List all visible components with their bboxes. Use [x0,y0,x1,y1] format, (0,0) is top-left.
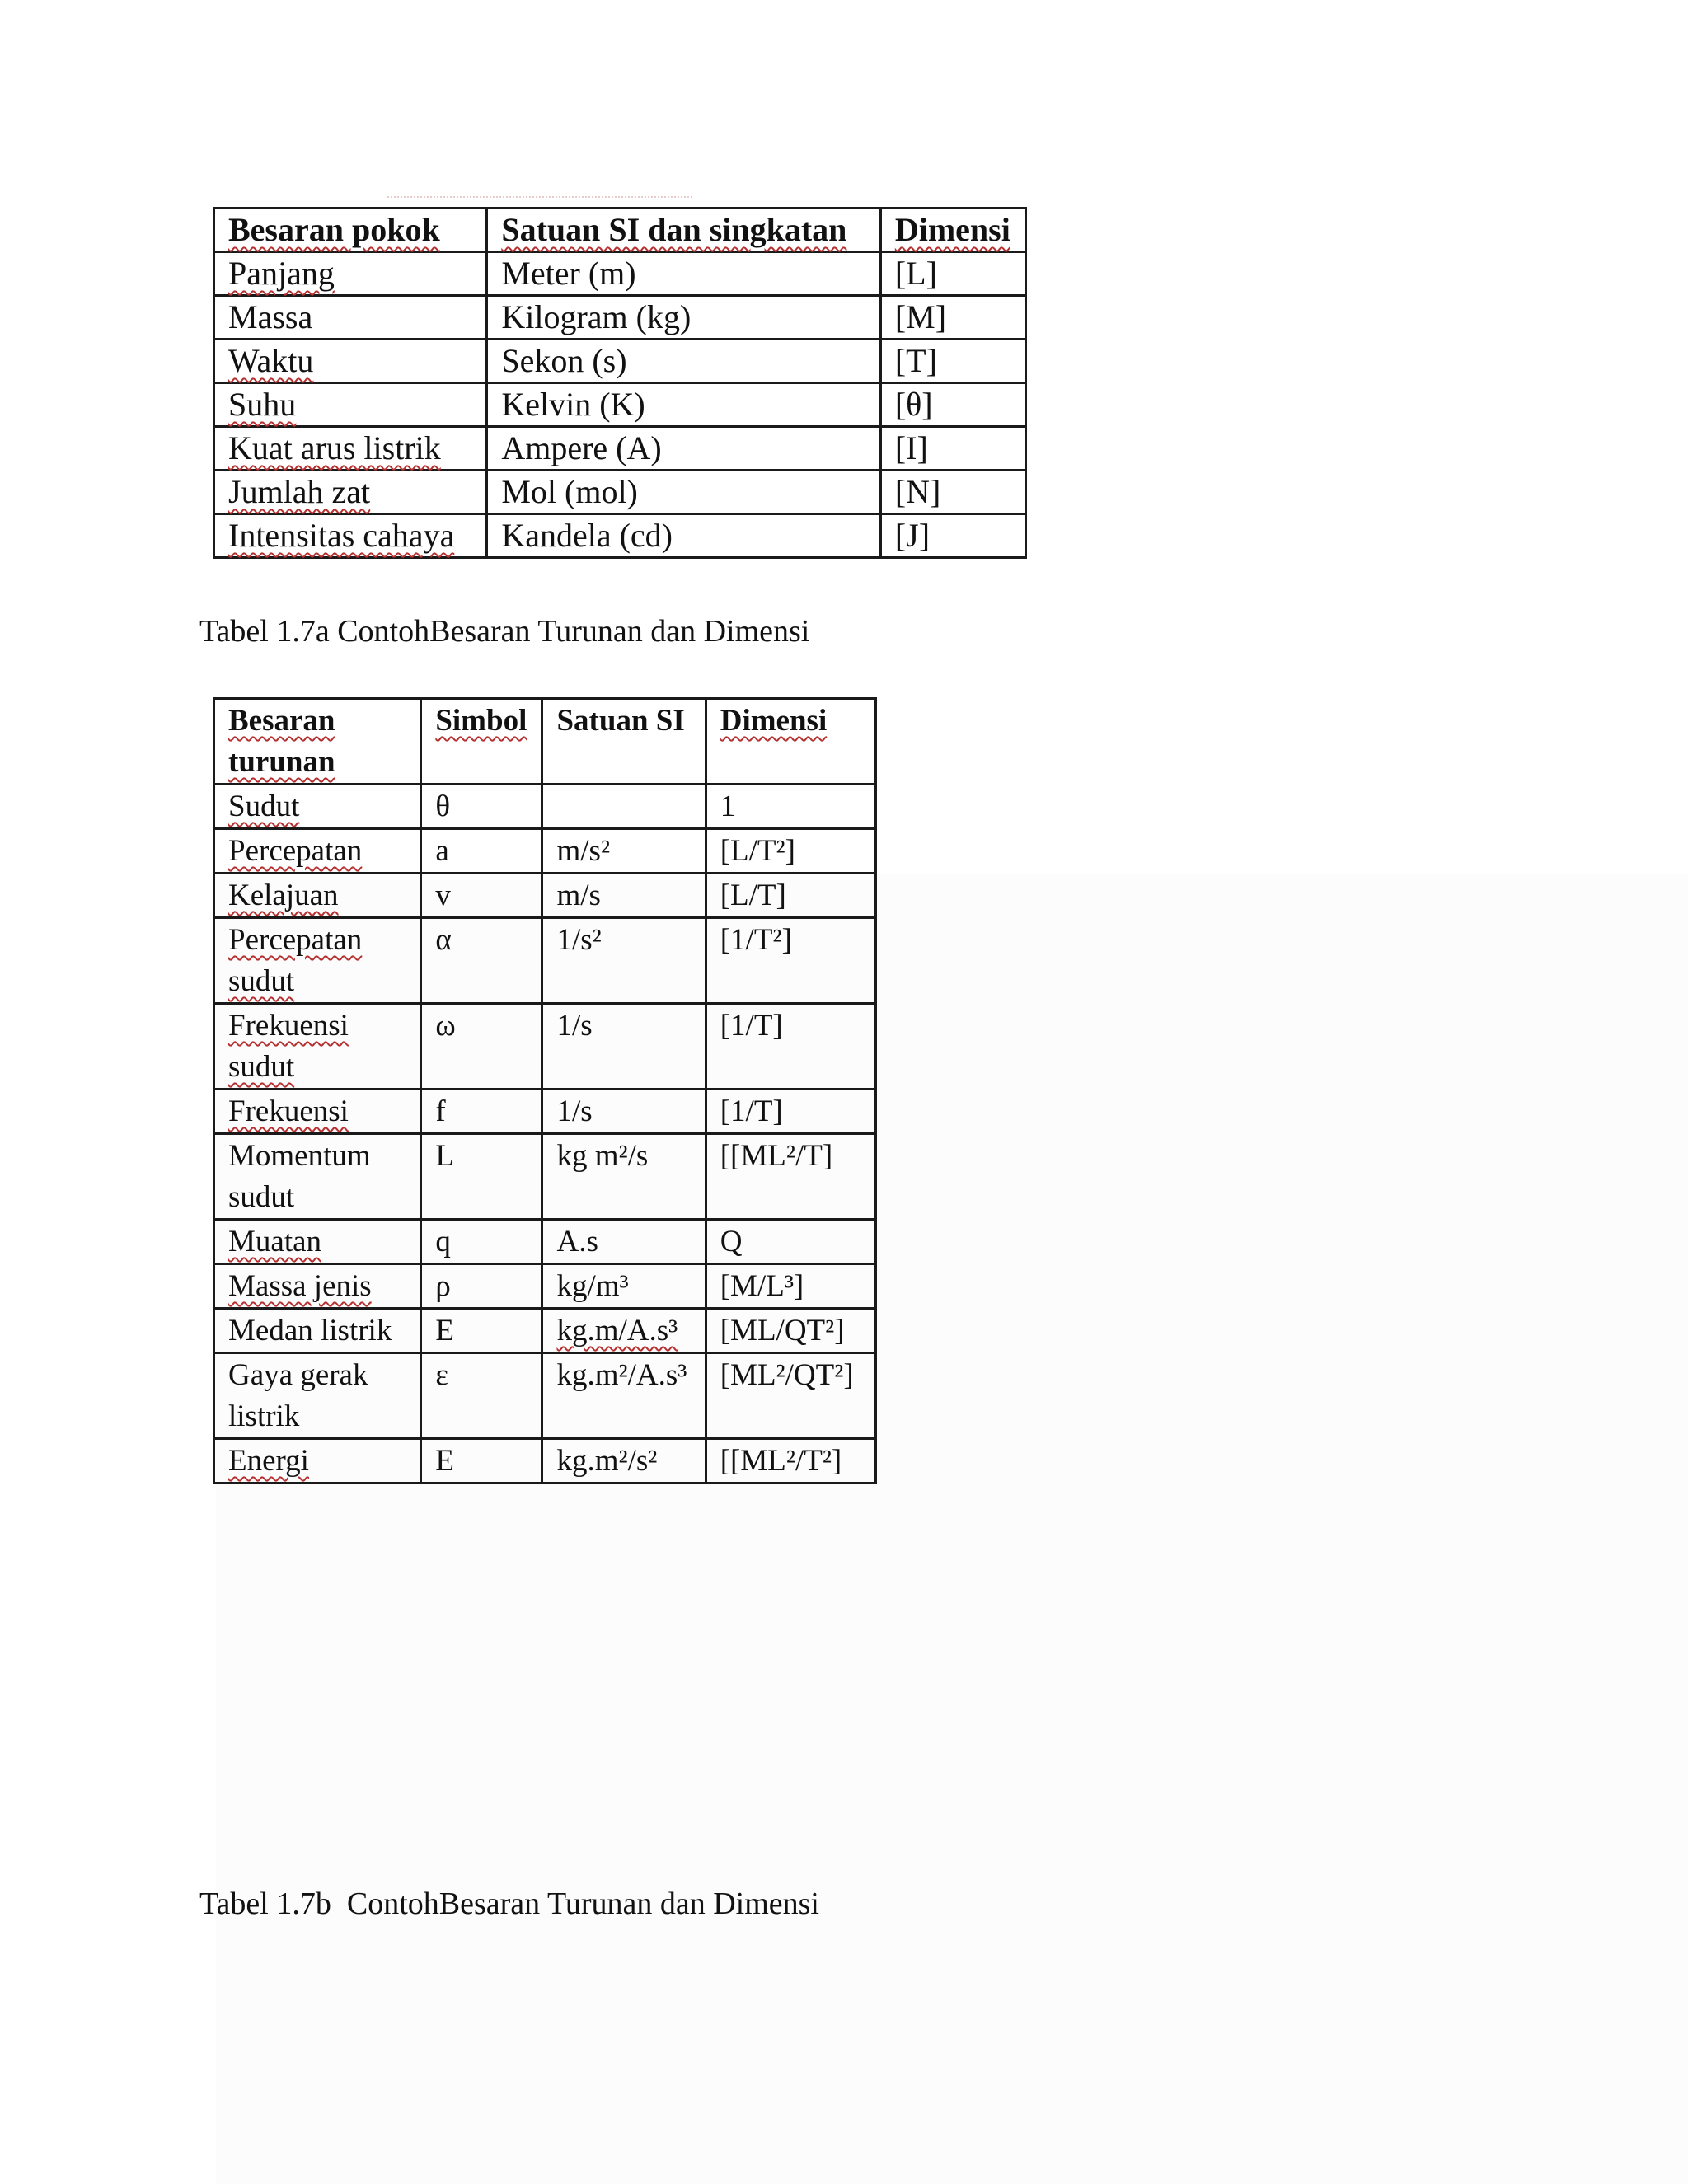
table-caption-1-7a: Tabel 1.7a ContohBesaran Turunan dan Dimensi [199,614,810,649]
header-satuan-si: Satuan SI dan singkatan [487,209,880,252]
header-satuan-si: Satuan SI [542,699,706,785]
cell-dimensi: [J] [880,514,1025,558]
cell-satuan: kg.m/A.s³ [542,1309,706,1353]
cell-satuan: Kelvin (K) [487,383,880,427]
table-besaran-turunan [213,697,877,1484]
cell-satuan: Kandela (cd) [487,514,880,558]
table-row [214,1439,876,1483]
cell-besaran: Suhu [214,383,487,427]
cell-simbol: v [421,874,542,918]
cell-besaran: Waktu [214,340,487,383]
cell-besaran: Massa [214,296,487,340]
table-caption-1-7b: Tabel 1.7b ContohBesaran Turunan dan Dimensi [199,1886,819,1921]
cell-besaran: Kelajuan [214,874,421,918]
table-header-row [214,699,876,785]
table-row [214,1134,876,1220]
cell-dimensi: [L/T²] [706,829,875,874]
cell-besaran: Gaya gerak listrik [214,1353,421,1439]
header-simbol: Simbol [421,699,542,785]
cell-simbol: ρ [421,1264,542,1309]
table-row [214,829,876,874]
cell-simbol: f [421,1090,542,1134]
cell-dimensi: [M/L³] [706,1264,875,1309]
table-row [214,514,1026,558]
cell-besaran: Energi [214,1439,421,1483]
cell-dimensi: [1/T] [706,1090,875,1134]
table-row [214,252,1026,296]
cell-satuan: kg.m²/s² [542,1439,706,1483]
cell-dimensi: Q [706,1220,875,1264]
cell-dimensi: [ML/QT²] [706,1309,875,1353]
cell-dimensi: [T] [880,340,1025,383]
cell-satuan: Ampere (A) [487,427,880,471]
cell-besaran: Percepatan sudut [214,918,421,1004]
cell-satuan: Kilogram (kg) [487,296,880,340]
table-row [214,471,1026,514]
cell-dimensi: [1/T²] [706,918,875,1004]
cell-dimensi: [N] [880,471,1025,514]
cell-satuan: kg/m³ [542,1264,706,1309]
cell-dimensi: [[ML²/T] [706,1134,875,1220]
table-row [214,874,876,918]
cell-dimensi: [[ML²/T²] [706,1439,875,1483]
cell-dimensi: [M] [880,296,1025,340]
cell-satuan: kg.m²/A.s³ [542,1353,706,1439]
table-besaran-pokok [213,207,1027,559]
cell-simbol: E [421,1309,542,1353]
cell-besaran: Kuat arus listrik [214,427,487,471]
cell-simbol: q [421,1220,542,1264]
cell-besaran: Panjang [214,252,487,296]
cell-simbol: ε [421,1353,542,1439]
table-row [214,918,876,1004]
header-dimensi: Dimensi [880,209,1025,252]
cell-satuan: 1/s [542,1090,706,1134]
cell-besaran: Frekuensi [214,1090,421,1134]
cell-satuan: 1/s [542,1004,706,1090]
cell-satuan: 1/s² [542,918,706,1004]
cell-besaran: Intensitas cahaya [214,514,487,558]
table-row [214,1004,876,1090]
cell-besaran: Medan listrik [214,1309,421,1353]
cell-satuan: m/s [542,874,706,918]
cell-satuan [542,785,706,829]
cell-simbol: E [421,1439,542,1483]
cell-dimensi: [L/T] [706,874,875,918]
cell-satuan: Meter (m) [487,252,880,296]
cell-besaran: Muatan [214,1220,421,1264]
cell-satuan: m/s² [542,829,706,874]
header-besaran-pokok: Besaran pokok [214,209,487,252]
cell-satuan: Sekon (s) [487,340,880,383]
cell-dimensi: [1/T] [706,1004,875,1090]
table-row [214,1309,876,1353]
cell-besaran: Massa jenis [214,1264,421,1309]
table-row [214,1353,876,1439]
cell-simbol: a [421,829,542,874]
cell-besaran: Percepatan [214,829,421,874]
cell-dimensi: [I] [880,427,1025,471]
table-row [214,1264,876,1309]
table-row [214,383,1026,427]
table-row [214,340,1026,383]
cell-simbol: θ [421,785,542,829]
cell-besaran: Jumlah zat [214,471,487,514]
cell-simbol: L [421,1134,542,1220]
cell-besaran: Momentum sudut [214,1134,421,1220]
cell-simbol: ω [421,1004,542,1090]
faint-residual-marks [387,196,692,201]
table-row [214,296,1026,340]
table-row [214,1090,876,1134]
cell-satuan: A.s [542,1220,706,1264]
cell-simbol: α [421,918,542,1004]
table-header-row [214,209,1026,252]
cell-satuan: kg m²/s [542,1134,706,1220]
cell-dimensi: 1 [706,785,875,829]
cell-dimensi: [ML²/QT²] [706,1353,875,1439]
table-row [214,785,876,829]
header-besaran-turunan: Besaran turunan [214,699,421,785]
table-row [214,427,1026,471]
cell-besaran: Sudut [214,785,421,829]
cell-dimensi: [L] [880,252,1025,296]
cell-satuan: Mol (mol) [487,471,880,514]
cell-besaran: Frekuensi sudut [214,1004,421,1090]
table-row [214,1220,876,1264]
cell-dimensi: [θ] [880,383,1025,427]
header-dimensi: Dimensi [706,699,875,785]
